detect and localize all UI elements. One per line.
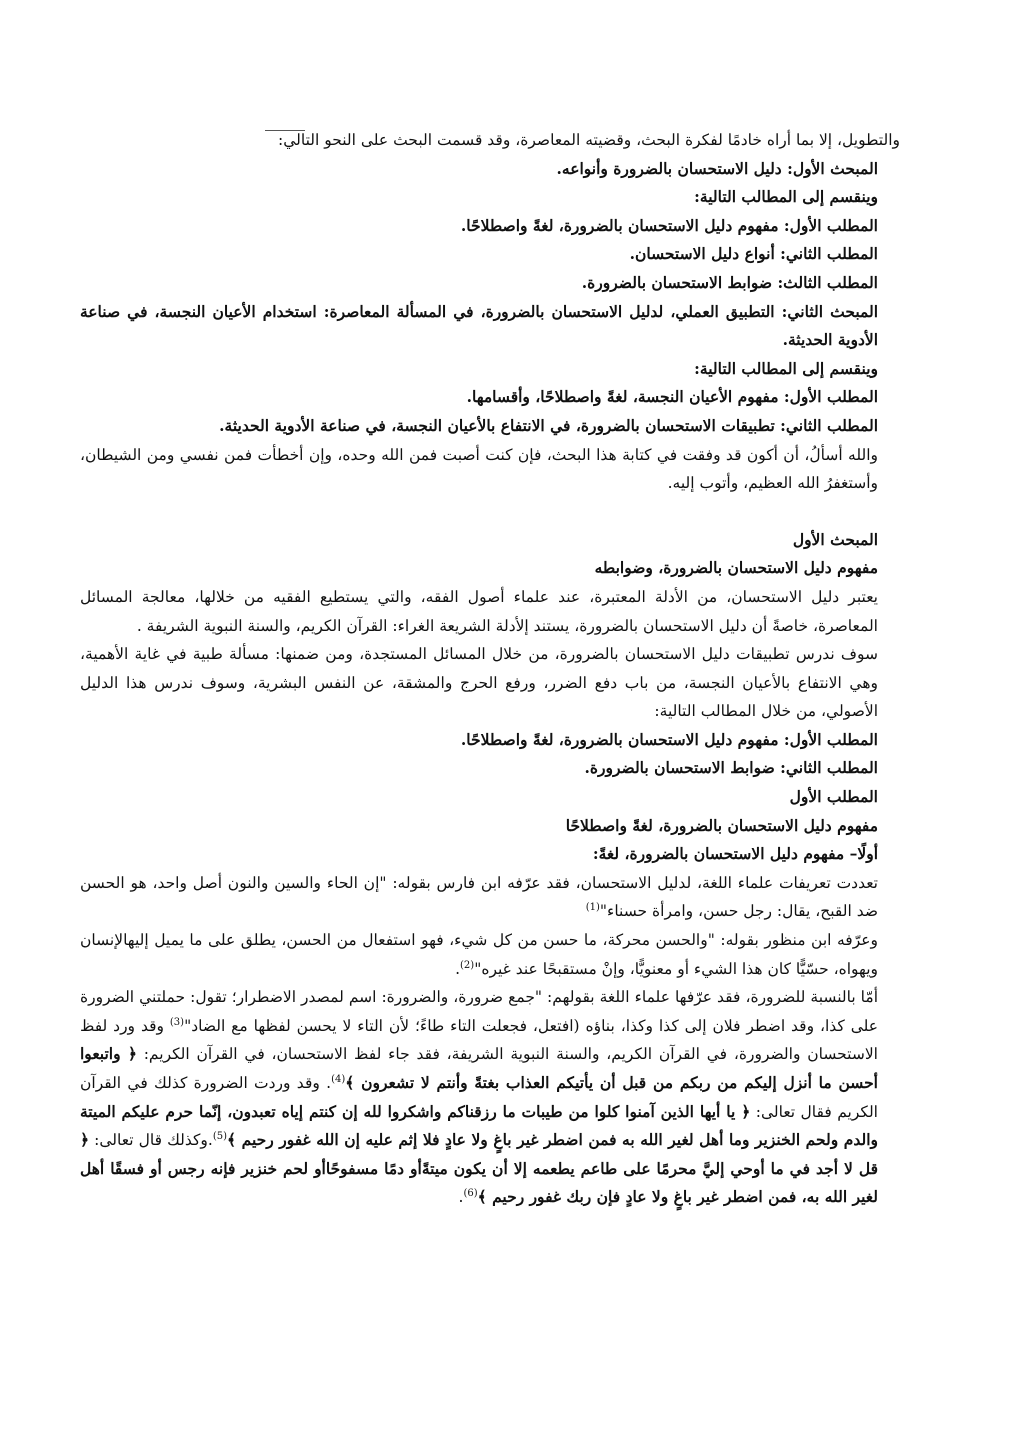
first-heading: أولًا– مفهوم دليل الاستحسان بالضرورة، لغةً:	[592, 844, 878, 864]
paragraph-1: يعتبر دليل الاستحسان، من الأدلة المعتبرة، عند علماء أصول الفقه، والتي يستطيع الفقيه من خلالها، معالجة المسائل المعاصرة، خاصةً أن دليل الاستحسان بالضرورة، يستند إلأدلة الشريعة الغراء: القرآن الكريم، والسنة النبوية الشريفة .	[80, 587, 878, 635]
paragraph-5	[80, 983, 900, 1212]
footnote-ref: (4)	[331, 1073, 346, 1085]
paragraph-2: سوف ندرس تطبيقات دليل الاستحسان بالضرورة، من خلال المسائل المستجدة، ومن ضمنها: مسألة طبية في غاية الأهمية، وهي الانتفاع بالأعيان النجسة، من باب دفع الضرر، ورفع الحرج والمشقة، عن النفس البشرية، وسوف ندرس هذا الدليل الأصولي، من خلال المطالب التالية:	[80, 645, 878, 721]
plan-item: المبحث الأول: دليل الاستحسان بالضرورة وأنواعه.	[556, 158, 878, 178]
plan-item: وينقسم إلى المطالب التالية:	[694, 187, 878, 207]
plan2-item: المطلب الأول: مفهوم دليل الاستحسان بالضرورة، لغةً واصطلاحًا.	[460, 729, 878, 749]
footnote-ref: (1)	[585, 902, 600, 914]
paragraph-4-text: وعرّفه ابن منظور بقوله: "والحسن محركة، ما حسن من كل شيء، فهو استفعال من الحسن، يطلق على ما يميل إليهالإنسان ويهواه، حسّيًّا كان هذا الشيء أو معنويًّا، وإنْ مستقبحًا عند غيره"	[80, 931, 878, 978]
subsection-title: المطلب الأول	[789, 787, 878, 807]
quran-verse: ﴿ يا أيها الذين آمنوا كلوا من طيبات ما رزقناكم واشكروا لله إن كنتم إياه تعبدون، إنّما حرم عليكم الميتة والدم ولحم الخنزير وما أهل لغير الله به فمن اضطر غير باغٍ ولا عادٍ فلا إثم عليه إن الله غفور رحيم ﴾	[80, 1101, 878, 1150]
footnote-ref: (2)	[460, 959, 475, 971]
closing-paragraph: والله أسألُ، أن أكون قد وفقت في كتابة هذا البحث، فإن كنت أصبت فمن الله وحده، وإن أخطأت فمن نفسي ومن الشيطان، وأستغفرُ الله العظيم، وأتوب إليه.	[80, 445, 878, 493]
paragraph-5-text-e: .	[458, 1188, 464, 1207]
footnote-ref: (5)	[212, 1131, 227, 1143]
intro-line: والتطويل، إلا بما أراه خادمًا لفكرة البحث، وقضيته المعاصرة، وقد قسمت البحث على النحو التالي:	[278, 131, 900, 149]
footnote-ref: (3)	[169, 1016, 185, 1028]
plan-item: المطلب الأول: مفهوم الأعيان النجسة، لغةً واصطلاحًا، وأقسامها.	[466, 387, 878, 407]
quran-verse: ﴿ قل لا أجد في ما أوحي إليَّ محرمًا على طاعم يطعمه إلا أن يكون ميتةًأو دمًا مسفوحًاأو لحم خنزير فإنه رجس أو فسقًا أهل لغير الله به، فمن اضطر غير باغٍ ولا عادٍ فإن ربك غفور رحيم ﴾	[80, 1130, 878, 1207]
plan-item: المطلب الثالث: ضوابط الاستحسان بالضرورة.	[581, 272, 878, 292]
plan-item: المطلب الثاني: تطبيقات الاستحسان بالضرورة، في الانتفاع بالأعيان النجسة، في صناعة الأدوية الحديثة.	[219, 415, 878, 435]
paragraph-3	[80, 869, 900, 926]
plan-item: المطلب الأول: مفهوم دليل الاستحسان بالضرورة، لغةً واصطلاحًا.	[460, 215, 878, 235]
section-subtitle: مفهوم دليل الاستحسان بالضرورة، وضوابطه	[594, 558, 878, 578]
paragraph-4: وعرّفه ابن منظور بقوله: "والحسن محركة، ما حسن من كل شيء، فهو استفعال من الحسن، يطلق على ما يميل إليهالإنسان ويهواه، حسّيًّا كان هذا الشيء أو معنويًّا، وإنْ مستقبحًا عند غيره"$^{(2)}$.	[80, 931, 878, 978]
subsection-subtitle: مفهوم دليل الاستحسان بالضرورة، لغةً واصطلاحًا	[565, 815, 878, 835]
paragraph-3-text: تعددت تعريفات علماء اللغة، لدليل الاستحسان، فقد عرّفه ابن فارس بقوله: "إن الحاء والسين والنون أصل واحد، هو الحسن ضد القبح، يقال: رجل حسن، وامرأة حسناء"	[80, 873, 878, 921]
plan-item: المطلب الثاني: أنواع دليل الاستحسان.	[629, 244, 878, 264]
footnote-ref: (6)	[463, 1188, 478, 1200]
plan2-item: المطلب الثاني: ضوابط الاستحسان بالضرورة.	[584, 758, 878, 778]
paragraph-5-text-b: وقد ورد لفظ الاستحسان والضرورة، في القرآن الكريم، والسنة النبوية الشريفة، فقد جاء لفظ الاستحسان، في القرآن الكريم:	[80, 1016, 878, 1064]
plan-item: المبحث الثاني: التطبيق العملي، لدليل الاستحسان بالضرورة، في المسألة المعاصرة: استخدام الأعيان النجسة، في صناعة الأدوية الحديثة.	[80, 301, 878, 350]
section-title: المبحث الأول	[792, 529, 878, 549]
document-page	[80, 126, 900, 1212]
paragraph-5-text-a: أمّا بالنسبة للضرورة، فقد عرّفها علماء اللغة بقولهم: "جمع ضرورة، والضرورة: اسم لمصدر الاضطرار؛ تقول: حملتني الضرورة على كذا، وقد اضطر فلان إلى كذا وكذا، بناؤه (افتعل، فجعلت التاء طاءً؛ لأن التاء لا يحسن لفظها مع الضاد"	[80, 988, 878, 1035]
plan-item: وينقسم إلى المطالب التالية:	[694, 358, 878, 378]
quran-verse: ﴿ واتبعوا أحسن ما أنزل إليكم من ربكم من قبل أن يأتيكم العذاب بغتةً وأنتم لا تشعرون ﴾	[80, 1044, 878, 1092]
paragraph-5-text-c: . وقد وردت الضرورة كذلك في القرآن الكريم فقال تعالى:	[80, 1074, 878, 1121]
paragraph-5-text-d: .وكذلك قال تعالى:	[89, 1131, 213, 1150]
